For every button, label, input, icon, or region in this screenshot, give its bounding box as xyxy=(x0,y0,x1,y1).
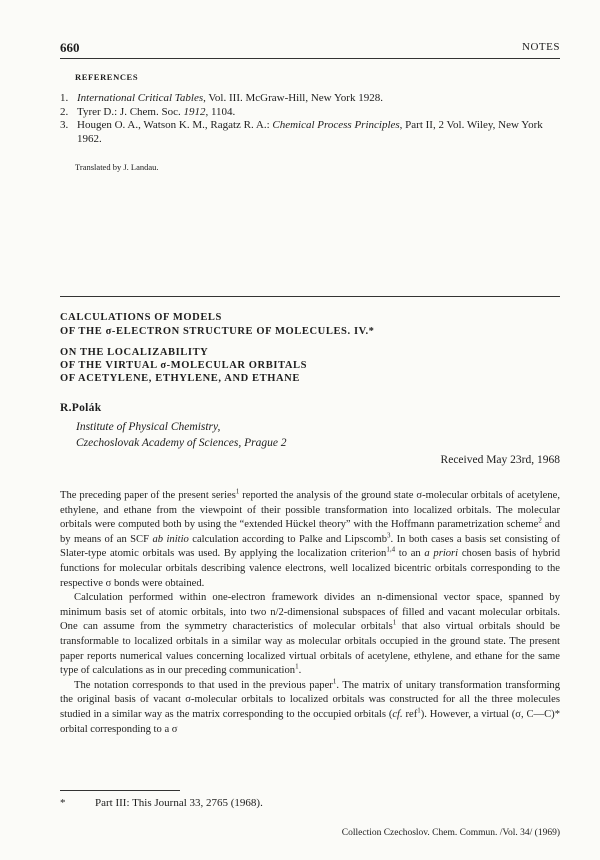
reference-number: 3. xyxy=(60,119,69,131)
article-subtitle xyxy=(60,346,560,385)
reference-text: Hougen O. A., Watson K. M., Ragatz R. A.: Chemical Process Principles, Part II, 2 Vol. Wiley, New York 1962. xyxy=(77,119,543,145)
page-header xyxy=(60,40,560,58)
references-list xyxy=(60,92,560,146)
translator-credit: Translated by J. Landau. xyxy=(75,162,159,172)
reference-item xyxy=(60,106,560,120)
affiliation-line: Institute of Physical Chemistry, xyxy=(76,421,221,433)
journal-footer: Collection Czechoslov. Chem. Commun. /Vol. 34/ (1969) xyxy=(341,828,560,838)
references-heading: REFERENCES xyxy=(75,72,139,82)
header-rule xyxy=(60,58,560,59)
reference-number: 2. xyxy=(60,105,69,118)
title-line: OF THE σ-ELECTRON STRUCTURE OF MOLECULES. IV.* xyxy=(60,326,375,337)
body-paragraph: The notation corresponds to that used in the previous paper$^1$. The matrix of unitary transformation transforming the original basis of vacant σ-molecular orbitals to localized orbitals was constructed for all the three molecules studied in a similar way as the matrix corresponding to the occupied orbitals (cf. ref$^1$). However, a virtual (σ, C—C)* orbital corresponding to a σ xyxy=(60,677,561,735)
affiliation-line: Czechoslovak Academy of Sciences, Prague 2 xyxy=(76,437,287,449)
article-body xyxy=(60,489,560,737)
reference-item xyxy=(60,92,560,106)
title-line: CALCULATIONS OF MODELS xyxy=(60,312,222,323)
author-affiliation xyxy=(76,419,287,451)
footnote-rule xyxy=(60,790,180,791)
running-head: NOTES xyxy=(522,41,560,53)
subtitle-line: OF THE VIRTUAL σ-MOLECULAR ORBITALS xyxy=(60,360,308,371)
footnote-mark: * xyxy=(60,797,66,809)
page-number: 660 xyxy=(60,40,80,55)
footnote-text: Part III: This Journal 33, 2765 (1968). xyxy=(95,797,263,809)
received-date: Received May 23rd, 1968 xyxy=(440,454,560,466)
subtitle-line: OF ACETYLENE, ETHYLENE, AND ETHANE xyxy=(60,373,300,384)
article-title xyxy=(60,311,560,339)
footnote xyxy=(60,797,263,809)
reference-item xyxy=(60,119,560,146)
body-paragraph: The preceding paper of the present series$^1$ reported the analysis of the ground state σ-molecular orbitals of acetylene, ethylene, and ethane from the viewpoint of their possible transformation into localized orbitals. The molecular orbitals were computed both by using the “extended Hückel theory” with the Hoffmann parametrization scheme$^2$ and by means of an SCF ab initio calculation according to Palke and Lipscomb$^3$. In both cases a basis set consisting of Slater-type atomic orbitals was used. By applying the localization criterion$^{1,4}$ to an a priori chosen basis of hybrid functions for molecular orbitals describing valence electrons, well localized bicentric orbitals corresponding to the respective σ bonds were obtained. xyxy=(60,487,560,589)
reference-text: Tyrer D.: J. Chem. Soc. 1912, 1104. xyxy=(77,105,236,118)
body-paragraph: Calculation performed within one-electron framework divides an n-dimensional vector space, spanned by minimum basis set of atomic orbitals, into two n/2-dimensional subspaces of filled and vacant molecular orbitals. One can assume from the symmetry characteristics of molecular orbitals$^1$ that also virtual orbitals should be transformable to localized orbitals in a similar way as molecular orbitals occupied in the ground state. The present paper reports numerical values concerning localized virtual orbitals of acetylene, ethylene, and ethane for the same type of calculations as in our preceding communication$^1$. xyxy=(60,592,560,677)
reference-number: 1. xyxy=(60,92,69,104)
subtitle-line: ON THE LOCALIZABILITY xyxy=(60,347,209,358)
author-name: R.Polák xyxy=(60,402,102,414)
section-divider xyxy=(60,296,560,297)
reference-text: International Critical Tables, Vol. III. McGraw-Hill, New York 1928. xyxy=(77,92,383,104)
